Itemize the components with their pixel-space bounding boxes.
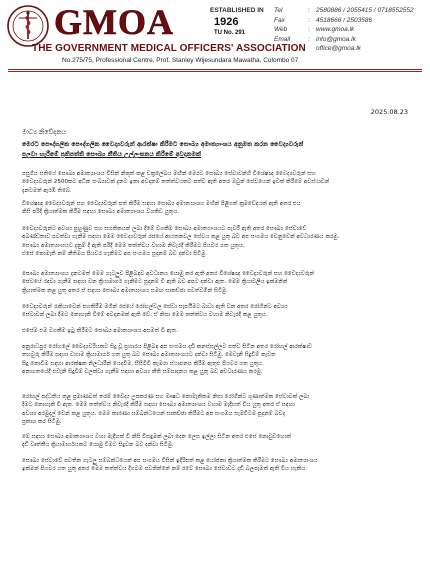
paragraph-line: සෞඛ්‍ය සේවාවේ පවතින ගැටලු සම්බන්ධයෙන් අප සංගමය විසින් ඉදිරිපත් කළ යෝජනා ක්‍රියාත්මක කිරීමට සෞඛ්‍ය අමාත්‍යාංශය (22, 458, 318, 464)
body-paragraph (22, 433, 412, 450)
paragraph-line: සේවාවන් ලබා දීමට නොහැකි වීමේ අවදානමක් ඇති වේ. ඒ නිසා මෙම තත්ත්වය වහාම නිවැරදි කළ යුතුය. (22, 312, 268, 319)
paragraph-line: වෛද්‍යවරුන් රැකියාවෙන් පහකිරීම මගින් රජයේ රෝහල්වල සේවා සැපයීමට බාධා ඇති වන අතර රෝගීන්ට අවශ්‍ය (22, 304, 288, 310)
paragraph-line: ඉක්මන් පියවර ගත යුතු අතර මෙම තත්ත්වය දිගටම පවතින්නේ නම් රටේ සෞඛ්‍ය සේවාවට දැඩි බලපෑමක් ඇති විය හැකිය. (22, 466, 308, 473)
paragraph-line: තහවුරු කිරීම සඳහා වහාම ක්‍රියාමාර්ග ගත යුතු බව සෞඛ්‍ය අමාත්‍යාංශයට දන්වා සිටිමු. මෙවැනි සිදුවීම් නැවත (22, 352, 276, 359)
paragraph-line: සේවයේ රඳවා ගැනීම සඳහා වන ක්‍රියාමාර්ග ගැනීමට සූදානම් වී ඇති බව අපට දන්වා ඇත. මෙම ක්‍රියාවලිය ඉක්මනින් (22, 279, 288, 286)
gmoa-emblem-icon (6, 4, 50, 48)
body-paragraph (22, 270, 412, 295)
established-year: 1926 (214, 16, 239, 28)
letterhead (0, 0, 430, 82)
subject-line: පලවා හැරීමේ ප්‍රතිපත්ති සෞඛ්‍ය නීතිය උල්ලංඝනය කිරීමේ අවදානමක් (22, 151, 202, 158)
paragraph-line: එසේම එම වගකීම ඉටු කිරීමට සෞඛ්‍ය අමාත්‍යාංශය අසමත් වී ඇත. (22, 328, 178, 334)
trade-union-number: TU No. 291 (214, 30, 246, 36)
paragraph-line: දැඩි වෘත්තීය ක්‍රියාමාර්ගයකට යොමු වීමට සිදුවන බව දන්වා සිටිමු. (22, 442, 174, 449)
body-paragraph (22, 225, 412, 259)
contact-value[interactable]: office@gmoa.lk (316, 45, 361, 53)
paragraph-line: වෛද්‍යවරුන් 2500කට අධික සංඛ්‍යාවක් දැනට ඉතා අවදානම් තත්ත්වයකට පත්ව ඇති අතර ඔවුන් සේවයෙන් ඉවත් කිරීමේ අවස්ථාවන් (22, 179, 330, 186)
paragraph-line: පසුගිය සතියේ සෞඛ්‍ය අමාත්‍යාංශය විසින් නිකුත් කළ චක්‍රලේඛය මඟින් මෙරට සෞඛ්‍ය සේවාවන්හි විශේෂඥ වෛද්‍යවරුන් සහ (22, 171, 316, 177)
paragraph-line: නිසි පරිදි ක්‍රියාත්මක කිරීම සඳහා සෞඛ්‍ය අමාත්‍යාංශය වගකිව යුතුය. (22, 209, 180, 216)
paragraph-line: දැනටමත් ඇරඹී තිබේ. (22, 187, 72, 194)
contact-row: Tel : 2580886 / 2055415 / 0718552552 (274, 7, 414, 14)
contact-row (274, 44, 414, 54)
paragraph-line: විශේෂඥ වෛද්‍යවරුන් සහ වෛද්‍යවරුන් පත් කිරීම සඳහා සෞඛ්‍ය අමාත්‍යාංශය මඟින් පිළිගත් ක්‍රමවේදයක් ඇති අතර එය (22, 201, 301, 207)
contact-value[interactable]: info@gmoa.lk (316, 35, 356, 43)
paragraph-line: සෞඛ්‍ය අමාත්‍යාංශයට දැනුම් දී ඇති පරිදි මෙම තත්ත්වය වහාම නිවැරදි කිරීමට පියවර ගත යුතුය. (22, 242, 245, 249)
paragraph-line: මේ සඳහා සෞඛ්‍ය අමාත්‍යාංශය වහා මැදිහත් වී නිසි විසඳුමක් ලබා දෙන ලෙස ඉල්ලා සිටින අතර එසේ නොවුවහොත් (22, 434, 292, 440)
brand-logotype: GMOA (54, 2, 174, 42)
contact-row: Fax : 4518666 / 2503586 (274, 16, 373, 24)
contact-label: Email (274, 35, 291, 43)
contact-row: Email : info@gmoa.lk (274, 35, 356, 43)
contact-label: Web (274, 26, 288, 34)
contact-label (274, 44, 308, 54)
established-label: ESTABLISHED IN (210, 7, 264, 14)
contact-block (274, 6, 414, 54)
body-paragraph (22, 200, 412, 217)
body-paragraph (22, 327, 412, 335)
body-paragraph (22, 393, 412, 427)
contact-label: Tel (274, 7, 283, 14)
paragraph-line: අඛණ්ඩතාව පවත්වා ගැනීම සඳහා මෙම වෛද්‍යවරුන් රජයේ ආයතනවල සේවය කළ යුතු බව අප සංගමය වෙනුවෙන් අවධාරණය කරමු. (22, 234, 340, 241)
header-divider (8, 71, 422, 72)
organization-name: THE GOVERNMENT MEDICAL OFFICERS' ASSOCIATION (32, 43, 306, 54)
header-divider (8, 69, 422, 70)
letter-subject (22, 140, 410, 160)
organization-address: No.275/75, Professional Centre, Prof. Stanley Wijesundara Mawatha, Colombo 07 (62, 57, 299, 64)
letter-salutation: මාධ්‍ය නිවේදනය (22, 128, 67, 136)
paragraph-line: ප්‍රකාශ කර සිටිමු. (22, 419, 62, 426)
paragraph-line: අවශ්‍ය අරමුදල් වෙන් කළ යුතුය. මෙම කාරණා සම්බන්ධයෙන් සාකච්ඡා කිරීමට අප සංගමය සැමවිටම සූදානම් බවද (22, 410, 286, 417)
contact-row: Web : www.gmoa.lk (274, 26, 355, 34)
paragraph-line: සෞඛ්‍ය අමාත්‍යාංශය දැනටමත් මෙම ගැටලුව පිළිබඳව අවධානය යොමු කර ඇති අතර විශේෂඥ වෛද්‍යවරුන් සහ වෛද්‍යවරුන් (22, 271, 315, 277)
subject-line: මෙරට පෞද්ගලික පෞද්ගලික වෛද්‍යවරුන් ආරක්ෂා කිරීමට සෞඛ්‍ය අමාත්‍යාංශය අනුමත කරන වෛද්‍යවරුන් (22, 141, 304, 148)
paragraph-line: ක්‍රියාත්මක කළ යුතු අතර ඒ සඳහා සෞඛ්‍ය අමාත්‍යාංශය සමඟ සාකච්ඡා පවත්වමින් සිටිමු. (22, 287, 228, 294)
paragraph-line: දීමට නොහැකි වී ඇත. මෙම තත්ත්වය නිවැරදි කිරීම සඳහා සෞඛ්‍ය අමාත්‍යාංශය වහාම මැදිහත් විය යුතු අතර ඒ සඳහා (22, 402, 295, 409)
body-paragraph (22, 343, 412, 377)
paragraph-line: අනුරාධපුර රෝහලේ වෛද්‍යවරියකට සිදු වූ ප්‍රහාරය පිළිබඳ අප සංගමය දැඩි කනස්සල්ලට පත්ව සිටින අතර රෝහල් ආරක්ෂාව (22, 344, 313, 350)
contact-value: 4518666 / 2503586 (316, 16, 373, 24)
body-paragraph (22, 303, 412, 320)
paragraph-line: සිදු නොවීම සඳහා ආරක්ෂක නිලධාරීන් යෙදවීම, සීසීටීවී කැමරා ස්ථාපනය කිරීම ඇතුළු පියවර ගත යුතුය. (22, 360, 264, 367)
paragraph-line: අනාගතයේදී එවැනි සිදුවීම් වලක්වා ගැනීම සඳහා අවශ්‍ය නීති සම්පාදනය කළ යුතු බව අවධාරණය කරමු. (22, 369, 263, 376)
contact-label: Fax (274, 16, 285, 24)
body-paragraph (22, 170, 412, 195)
letter-date: 2025.08.23 (370, 108, 408, 116)
paragraph-line: රෝහල් පද්ධතිය තුළ ප්‍රමාණවත් තරම් වෛද්‍ය උපකරණ සහ ඖෂධ නොමැතිකම නිසා රෝගීන්ට ගුණාත්මක සේවාවක් ලබා (22, 394, 310, 400)
body-paragraph (22, 457, 412, 474)
contact-value: 2580886 / 2055415 / 0718552552 (316, 7, 414, 14)
contact-value[interactable]: www.gmoa.lk (316, 26, 355, 34)
paragraph-line: එසේ නොමැති නම් නීතිමය පියවර ගැනීමට අප සංගමය සූදානම් බව දන්වා සිටිමු. (22, 251, 208, 258)
paragraph-line: වෛද්‍යවරුන්ට අවශ්‍ය පුහුණුව සහ සහතිකයන් ලබා දීමේ වගකීම සෞඛ්‍ය අමාත්‍යාංශයට පැවරී ඇති අතර සෞඛ්‍ය සේවාවේ (22, 226, 307, 232)
